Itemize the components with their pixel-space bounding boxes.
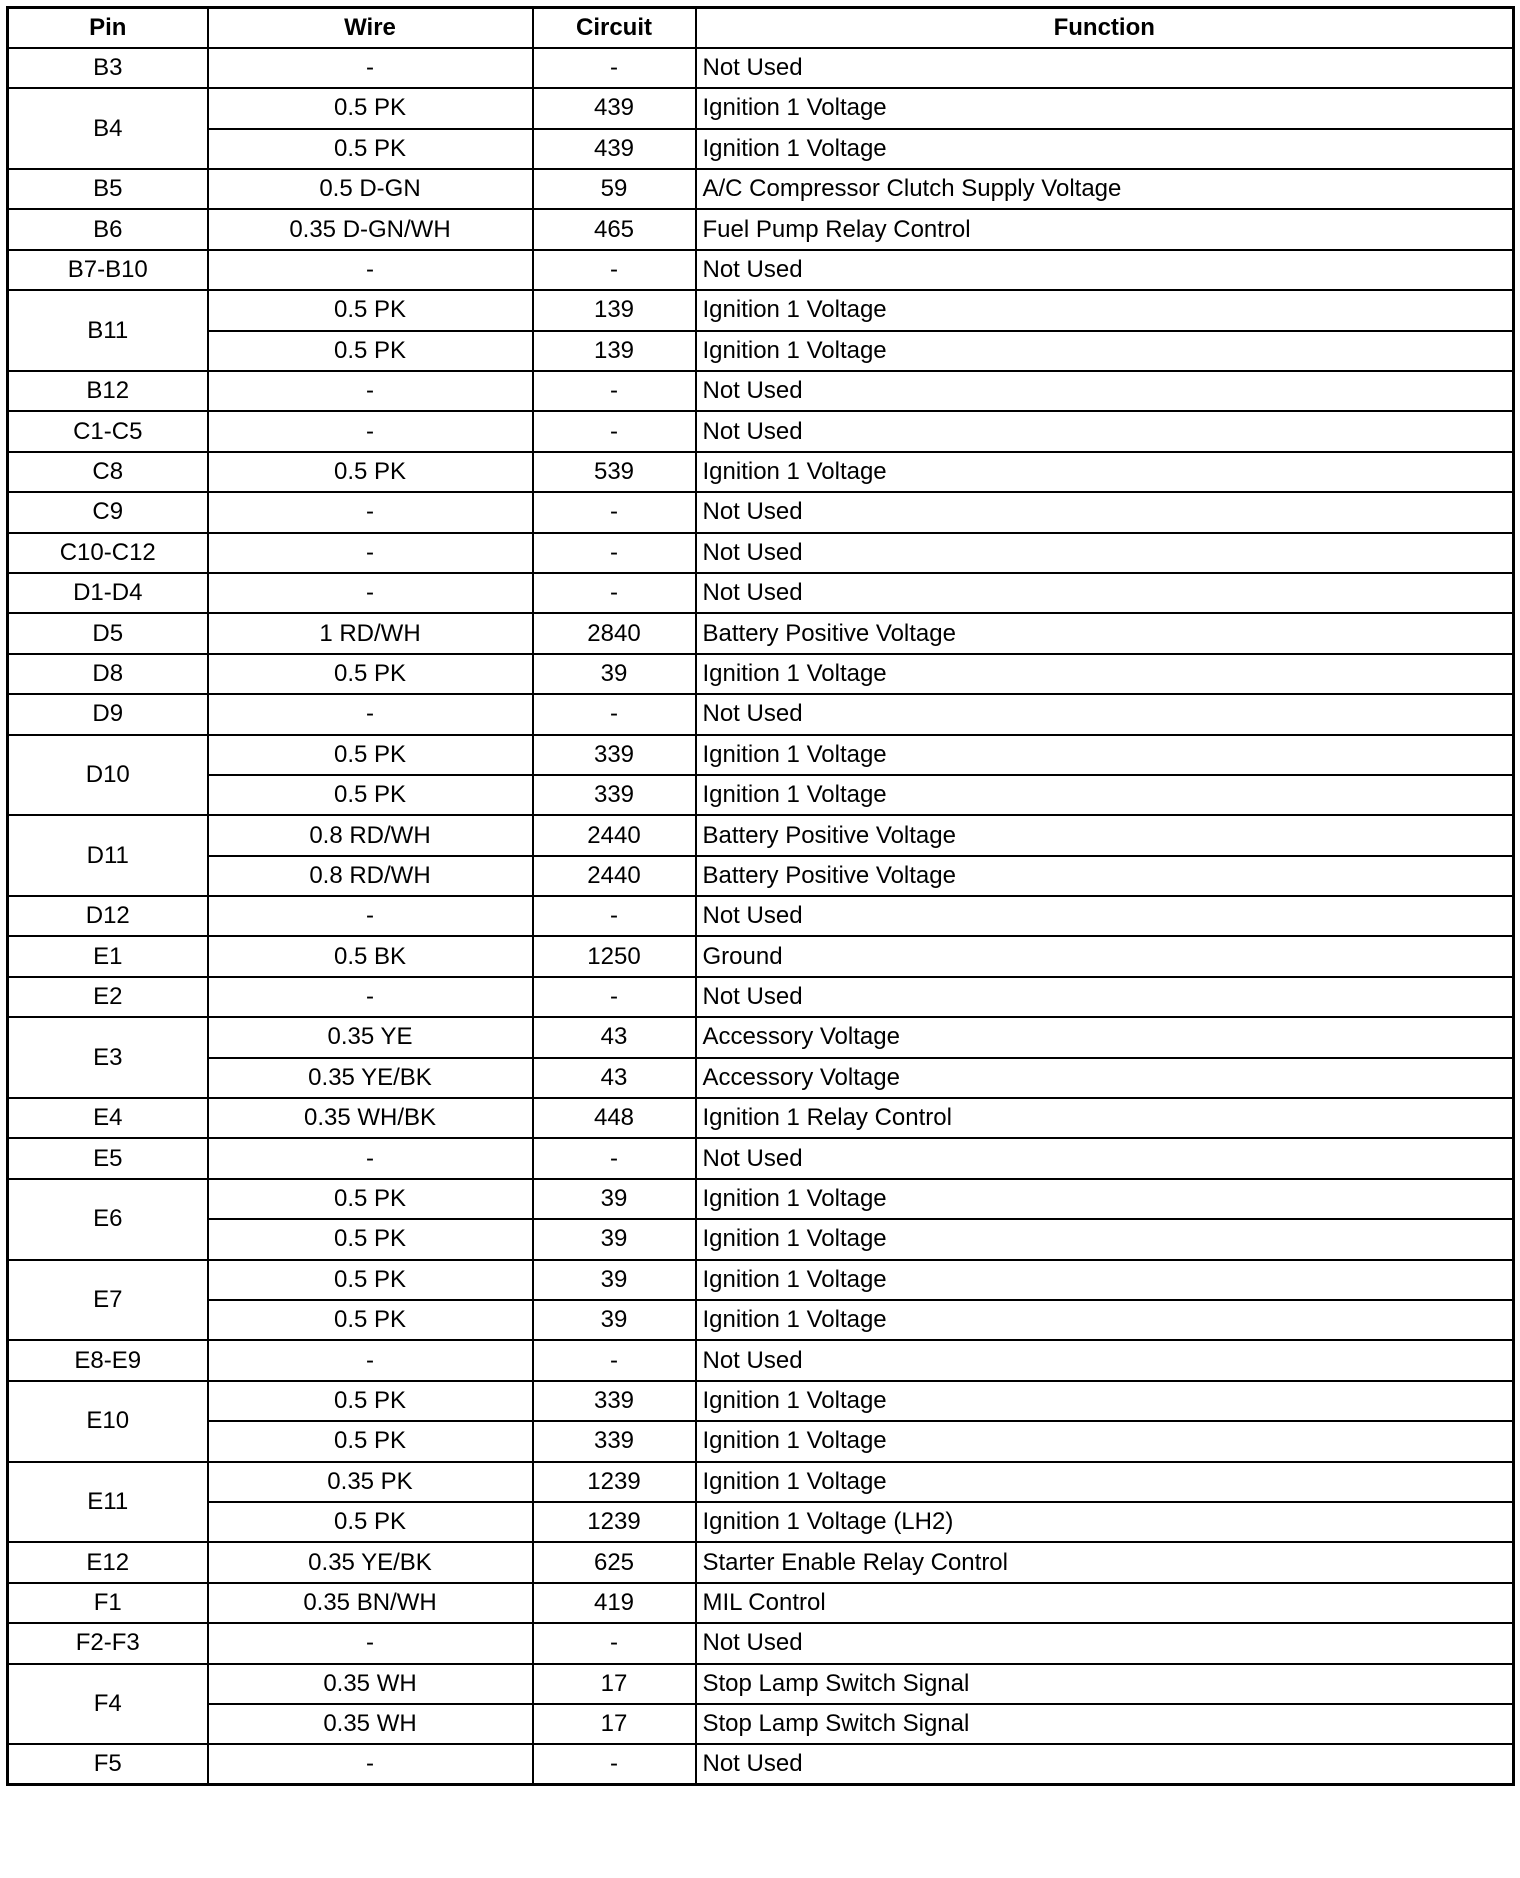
table-row — [8, 613, 1514, 653]
function-cell: Ignition 1 Voltage — [696, 1300, 1514, 1340]
pin-cell: D10 — [8, 735, 208, 816]
table-row — [8, 331, 1514, 371]
function-cell: MIL Control — [696, 1583, 1514, 1623]
function-cell: Ignition 1 Relay Control — [696, 1098, 1514, 1138]
function-cell: A/C Compressor Clutch Supply Voltage — [696, 169, 1514, 209]
wire-cell: - — [208, 533, 533, 573]
circuit-cell: - — [533, 533, 696, 573]
circuit-cell: - — [533, 977, 696, 1017]
circuit-cell: 339 — [533, 775, 696, 815]
function-cell: Not Used — [696, 1623, 1514, 1663]
function-cell: Fuel Pump Relay Control — [696, 209, 1514, 249]
table-row — [8, 129, 1514, 169]
table-row — [8, 1704, 1514, 1744]
wire-cell: 0.5 PK — [208, 735, 533, 775]
function-cell: Ground — [696, 936, 1514, 976]
pin-cell: E11 — [8, 1462, 208, 1543]
function-cell: Ignition 1 Voltage — [696, 290, 1514, 330]
wire-cell: - — [208, 48, 533, 88]
table-row — [8, 775, 1514, 815]
wire-cell: - — [208, 1138, 533, 1178]
table-row — [8, 452, 1514, 492]
header-circuit: Circuit — [533, 8, 696, 48]
wire-cell: - — [208, 977, 533, 1017]
function-cell: Not Used — [696, 371, 1514, 411]
pin-cell: B4 — [8, 88, 208, 169]
circuit-cell: 1239 — [533, 1502, 696, 1542]
function-cell: Stop Lamp Switch Signal — [696, 1664, 1514, 1704]
pin-cell: E12 — [8, 1542, 208, 1582]
function-cell: Ignition 1 Voltage — [696, 452, 1514, 492]
table-row — [8, 1623, 1514, 1663]
table-row — [8, 1462, 1514, 1502]
pin-cell: D1-D4 — [8, 573, 208, 613]
pin-cell: B11 — [8, 290, 208, 371]
function-cell: Not Used — [696, 573, 1514, 613]
wire-cell: - — [208, 694, 533, 734]
circuit-cell: 439 — [533, 88, 696, 128]
pin-table — [6, 6, 1515, 1786]
table-row — [8, 1300, 1514, 1340]
circuit-cell: - — [533, 1623, 696, 1663]
circuit-cell: 2440 — [533, 856, 696, 896]
circuit-cell: 625 — [533, 1542, 696, 1582]
pin-cell: C1-C5 — [8, 411, 208, 451]
wire-cell: 0.5 PK — [208, 1300, 533, 1340]
circuit-cell: 139 — [533, 290, 696, 330]
function-cell: Not Used — [696, 694, 1514, 734]
wire-cell: 0.5 PK — [208, 331, 533, 371]
pin-cell: D12 — [8, 896, 208, 936]
header-wire: Wire — [208, 8, 533, 48]
function-cell: Not Used — [696, 977, 1514, 1017]
pin-cell: D5 — [8, 613, 208, 653]
table-row — [8, 1744, 1514, 1784]
pin-cell: D11 — [8, 815, 208, 896]
table-row — [8, 88, 1514, 128]
wire-cell: - — [208, 492, 533, 532]
circuit-cell: 339 — [533, 735, 696, 775]
wire-cell: 0.35 WH — [208, 1664, 533, 1704]
wire-cell: 0.35 BN/WH — [208, 1583, 533, 1623]
table-row — [8, 1058, 1514, 1098]
table-row — [8, 290, 1514, 330]
table-row — [8, 1179, 1514, 1219]
pin-cell: F1 — [8, 1583, 208, 1623]
function-cell: Ignition 1 Voltage — [696, 775, 1514, 815]
function-cell: Ignition 1 Voltage — [696, 1381, 1514, 1421]
circuit-cell: - — [533, 492, 696, 532]
circuit-cell: 39 — [533, 1179, 696, 1219]
wire-cell: 0.8 RD/WH — [208, 856, 533, 896]
pin-cell: E5 — [8, 1138, 208, 1178]
wire-cell: 0.35 WH — [208, 1704, 533, 1744]
table-row — [8, 936, 1514, 976]
function-cell: Ignition 1 Voltage — [696, 331, 1514, 371]
wire-cell: - — [208, 573, 533, 613]
pin-cell: E8-E9 — [8, 1340, 208, 1380]
wire-cell: - — [208, 1744, 533, 1784]
table-row — [8, 815, 1514, 855]
table-row — [8, 492, 1514, 532]
table-row — [8, 654, 1514, 694]
pin-cell: E2 — [8, 977, 208, 1017]
pin-cell: E10 — [8, 1381, 208, 1462]
header-pin: Pin — [8, 8, 208, 48]
function-cell: Battery Positive Voltage — [696, 815, 1514, 855]
wire-cell: 0.35 YE — [208, 1017, 533, 1057]
pin-cell: E3 — [8, 1017, 208, 1098]
function-cell: Accessory Voltage — [696, 1058, 1514, 1098]
wire-cell: 0.5 PK — [208, 1502, 533, 1542]
circuit-cell: - — [533, 896, 696, 936]
function-cell: Battery Positive Voltage — [696, 613, 1514, 653]
table-row — [8, 896, 1514, 936]
circuit-cell: 339 — [533, 1381, 696, 1421]
circuit-cell: 39 — [533, 1260, 696, 1300]
pin-cell: F2-F3 — [8, 1623, 208, 1663]
wire-cell: - — [208, 1340, 533, 1380]
circuit-cell: 39 — [533, 1300, 696, 1340]
circuit-cell: 1250 — [533, 936, 696, 976]
pin-cell: E6 — [8, 1179, 208, 1260]
pin-cell: B3 — [8, 48, 208, 88]
table-row — [8, 735, 1514, 775]
function-cell: Not Used — [696, 896, 1514, 936]
pin-cell: E1 — [8, 936, 208, 976]
circuit-cell: - — [533, 411, 696, 451]
table-row — [8, 1502, 1514, 1542]
circuit-cell: 39 — [533, 654, 696, 694]
wire-cell: - — [208, 411, 533, 451]
function-cell: Accessory Voltage — [696, 1017, 1514, 1057]
circuit-cell: 43 — [533, 1058, 696, 1098]
table-row — [8, 856, 1514, 896]
table-row — [8, 1381, 1514, 1421]
table-row — [8, 573, 1514, 613]
circuit-cell: - — [533, 573, 696, 613]
table-row — [8, 533, 1514, 573]
circuit-cell: 1239 — [533, 1462, 696, 1502]
header-function: Function — [696, 8, 1514, 48]
table-row — [8, 48, 1514, 88]
function-cell: Ignition 1 Voltage — [696, 1462, 1514, 1502]
pin-cell: F4 — [8, 1664, 208, 1745]
wire-cell: 0.5 PK — [208, 88, 533, 128]
table-row — [8, 371, 1514, 411]
function-cell: Not Used — [696, 1744, 1514, 1784]
wire-cell: - — [208, 1623, 533, 1663]
wire-cell: 0.5 PK — [208, 775, 533, 815]
wire-cell: 0.5 PK — [208, 1421, 533, 1461]
table-row — [8, 1260, 1514, 1300]
pin-cell: E7 — [8, 1260, 208, 1341]
wire-cell: - — [208, 250, 533, 290]
wire-cell: 0.8 RD/WH — [208, 815, 533, 855]
wire-cell: 0.35 D-GN/WH — [208, 209, 533, 249]
function-cell: Ignition 1 Voltage — [696, 88, 1514, 128]
table-row — [8, 1219, 1514, 1259]
wire-cell: 0.5 PK — [208, 654, 533, 694]
circuit-cell: 2440 — [533, 815, 696, 855]
pin-cell: C8 — [8, 452, 208, 492]
circuit-cell: 439 — [533, 129, 696, 169]
function-cell: Battery Positive Voltage — [696, 856, 1514, 896]
circuit-cell: 139 — [533, 331, 696, 371]
function-cell: Ignition 1 Voltage — [696, 1219, 1514, 1259]
circuit-cell: 39 — [533, 1219, 696, 1259]
function-cell: Not Used — [696, 533, 1514, 573]
wire-cell: - — [208, 896, 533, 936]
wire-cell: 0.5 PK — [208, 1179, 533, 1219]
table-row — [8, 1017, 1514, 1057]
function-cell: Stop Lamp Switch Signal — [696, 1704, 1514, 1744]
pin-cell: D8 — [8, 654, 208, 694]
wire-cell: 0.5 PK — [208, 290, 533, 330]
table-row — [8, 694, 1514, 734]
pin-cell: F5 — [8, 1744, 208, 1784]
wire-cell: 0.5 BK — [208, 936, 533, 976]
wire-cell: 0.5 PK — [208, 1260, 533, 1300]
circuit-cell: 419 — [533, 1583, 696, 1623]
table-row — [8, 1098, 1514, 1138]
table-row — [8, 1664, 1514, 1704]
table-row — [8, 1138, 1514, 1178]
function-cell: Ignition 1 Voltage (LH2) — [696, 1502, 1514, 1542]
function-cell: Not Used — [696, 250, 1514, 290]
wire-cell: 0.5 PK — [208, 452, 533, 492]
table-row — [8, 169, 1514, 209]
table-row — [8, 977, 1514, 1017]
function-cell: Ignition 1 Voltage — [696, 654, 1514, 694]
circuit-cell: - — [533, 1138, 696, 1178]
wire-cell: 0.35 YE/BK — [208, 1542, 533, 1582]
circuit-cell: 339 — [533, 1421, 696, 1461]
table-row — [8, 1542, 1514, 1582]
wire-cell: 0.5 D-GN — [208, 169, 533, 209]
table-row — [8, 1340, 1514, 1380]
circuit-cell: - — [533, 250, 696, 290]
function-cell: Not Used — [696, 1340, 1514, 1380]
function-cell: Starter Enable Relay Control — [696, 1542, 1514, 1582]
wire-cell: 0.35 YE/BK — [208, 1058, 533, 1098]
circuit-cell: - — [533, 48, 696, 88]
pin-table-body — [8, 48, 1514, 1785]
circuit-cell: - — [533, 1340, 696, 1380]
wire-cell: - — [208, 371, 533, 411]
table-row — [8, 411, 1514, 451]
circuit-cell: 448 — [533, 1098, 696, 1138]
circuit-cell: - — [533, 371, 696, 411]
circuit-cell: 17 — [533, 1704, 696, 1744]
wire-cell: 0.35 PK — [208, 1462, 533, 1502]
table-row — [8, 250, 1514, 290]
wire-cell: 1 RD/WH — [208, 613, 533, 653]
pin-cell: C10-C12 — [8, 533, 208, 573]
function-cell: Not Used — [696, 411, 1514, 451]
wire-cell: 0.5 PK — [208, 1381, 533, 1421]
circuit-cell: - — [533, 694, 696, 734]
pin-cell: C9 — [8, 492, 208, 532]
function-cell: Ignition 1 Voltage — [696, 1179, 1514, 1219]
circuit-cell: 59 — [533, 169, 696, 209]
function-cell: Ignition 1 Voltage — [696, 129, 1514, 169]
header-row — [8, 8, 1514, 48]
table-row — [8, 209, 1514, 249]
circuit-cell: - — [533, 1744, 696, 1784]
function-cell: Ignition 1 Voltage — [696, 1260, 1514, 1300]
pin-cell: B5 — [8, 169, 208, 209]
function-cell: Ignition 1 Voltage — [696, 735, 1514, 775]
wire-cell: 0.5 PK — [208, 129, 533, 169]
function-cell: Not Used — [696, 1138, 1514, 1178]
pin-cell: B6 — [8, 209, 208, 249]
circuit-cell: 539 — [533, 452, 696, 492]
table-row — [8, 1421, 1514, 1461]
circuit-cell: 465 — [533, 209, 696, 249]
table-row — [8, 1583, 1514, 1623]
pin-cell: D9 — [8, 694, 208, 734]
wire-cell: 0.5 PK — [208, 1219, 533, 1259]
pin-cell: B7-B10 — [8, 250, 208, 290]
pin-cell: E4 — [8, 1098, 208, 1138]
function-cell: Not Used — [696, 48, 1514, 88]
circuit-cell: 2840 — [533, 613, 696, 653]
function-cell: Ignition 1 Voltage — [696, 1421, 1514, 1461]
pin-cell: B12 — [8, 371, 208, 411]
circuit-cell: 43 — [533, 1017, 696, 1057]
function-cell: Not Used — [696, 492, 1514, 532]
circuit-cell: 17 — [533, 1664, 696, 1704]
wire-cell: 0.35 WH/BK — [208, 1098, 533, 1138]
